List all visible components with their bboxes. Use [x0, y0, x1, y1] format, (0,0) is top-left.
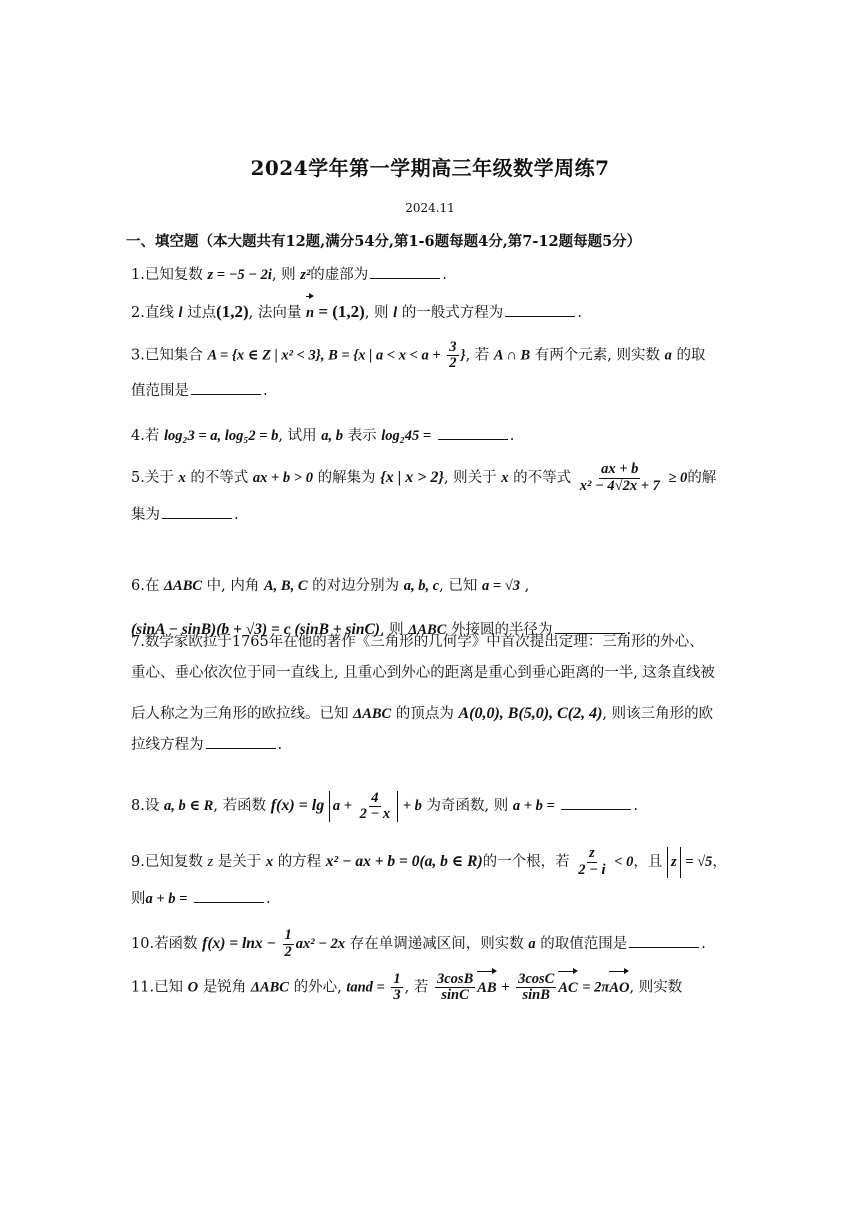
question-text: 有两个元素, 则实数	[534, 347, 660, 364]
question-text: , 试用	[278, 428, 317, 444]
question-number: 2.	[131, 305, 145, 321]
modulus-z: z	[667, 847, 681, 878]
question-10	[131, 928, 741, 960]
triangle-name: ΔABC	[353, 706, 392, 722]
question-text: 的虚部为	[310, 267, 369, 283]
solution-set: {x | x > 2}	[380, 469, 444, 486]
answer-blank[interactable]	[191, 380, 261, 395]
question-1	[131, 260, 741, 291]
triangle-name: ΔABC	[250, 979, 289, 996]
question-text: 在	[144, 578, 160, 594]
variable-x: x	[265, 854, 274, 870]
question-text: 的解集为	[317, 470, 376, 486]
period: .	[509, 428, 515, 444]
intersection-expression: A ∩ B	[493, 347, 531, 364]
vector-value: = (1,2)	[314, 302, 365, 321]
question-text: 中, 内角	[206, 578, 260, 594]
question-number: 8.	[131, 798, 145, 814]
question-text: 直线	[144, 305, 174, 321]
denominator: 3	[393, 987, 401, 1004]
question-text: 的取	[676, 347, 706, 364]
angle-names: A, B, C	[264, 578, 308, 594]
question-text: 外接圆的半径为	[451, 622, 553, 638]
numerator: 4	[371, 789, 379, 806]
point-expression: (1,2)	[216, 302, 249, 321]
triangle-name: ΔABC	[408, 622, 447, 638]
period: .	[626, 622, 632, 638]
date-line: 2024.11	[405, 201, 455, 215]
question-text: , 则该三角形的欧	[602, 706, 714, 722]
question-3	[131, 340, 741, 407]
denominator: 2 − x	[359, 806, 391, 823]
variable-a: a	[664, 347, 672, 364]
sum-expression: a + b =	[145, 891, 188, 907]
inequality: ax + b > 0	[252, 470, 313, 486]
numerator: ax + b	[601, 461, 639, 478]
question-text: 的解	[687, 470, 717, 486]
question-text: 是关于	[217, 854, 262, 870]
section-heading: 一、填空题（本大题共有12题,满分54分,第1-6题每题4分,第7-12题每题5分）	[126, 233, 642, 250]
vector-ab: AB	[477, 973, 496, 1004]
denominator: 2	[284, 943, 292, 960]
numerator: 1	[284, 927, 292, 944]
period: .	[701, 936, 706, 952]
plus-sign: +	[501, 979, 510, 996]
modulus-value: = √5	[685, 854, 713, 870]
question-text: 重心、垂心依次位于同一直线上, 且重心到外心的距离是重心到垂心距离的一半, 这条直线被	[131, 665, 715, 681]
question-number: 7.	[131, 634, 145, 650]
question-text: 的顶点为	[395, 706, 454, 722]
tan-expression: tand =	[346, 979, 385, 996]
question-text: 集为	[131, 507, 160, 523]
question-number: 10.	[131, 936, 155, 952]
question-text: , 若函数	[213, 798, 267, 814]
function-expression: f(x) = lnx −	[202, 935, 276, 952]
period: .	[277, 737, 283, 753]
question-text: , 则	[379, 622, 404, 638]
question-text: , 则关于	[443, 470, 497, 486]
line-variable: l	[393, 305, 398, 321]
period: .	[577, 305, 582, 321]
question-text: 存在单调递减区间，则实数	[349, 936, 524, 952]
period: .	[263, 382, 268, 399]
variables: a, b	[321, 428, 343, 444]
variable-z: z	[207, 854, 214, 870]
vector-ao: AO	[609, 973, 629, 1004]
question-number: 5.	[131, 470, 145, 486]
variable-x: x	[178, 470, 186, 486]
question-text: 已知	[154, 979, 184, 996]
fraction	[283, 928, 294, 959]
period: .	[234, 507, 239, 523]
function-expression: + b	[402, 798, 422, 814]
question-text: , 则	[364, 305, 389, 321]
given-value: a = √3	[482, 578, 520, 594]
question-text: 已知复数	[144, 854, 203, 870]
set-brace: }	[460, 347, 466, 364]
question-text: 的对边分别为	[312, 578, 400, 594]
question-7	[131, 627, 741, 761]
question-text: 数学家欧拉于1765年在他的著作《三角形的几何学》中首次提出定理：三角形的外心、	[144, 634, 704, 650]
side-names: a, b, c	[403, 578, 440, 594]
variable-x: x	[501, 470, 509, 486]
question-number: 1.	[131, 267, 145, 283]
question-text: , 法向量	[248, 305, 302, 321]
question-text: 已知集合	[144, 347, 203, 364]
question-text: 值范围是	[131, 382, 189, 399]
question-text: 设	[144, 798, 160, 814]
question-text: , 则实数	[629, 979, 683, 996]
page-title: 2024学年第一学期高三年级数学周练7	[250, 156, 610, 180]
period: .	[633, 798, 638, 814]
question-text: , 则	[271, 267, 296, 283]
function-expression: ax² − 2x	[295, 936, 346, 952]
variables: a, b ∈ R	[163, 798, 214, 814]
question-text: 过点	[187, 305, 217, 321]
question-text: 是锐角	[202, 979, 247, 996]
question-number: 11.	[131, 979, 155, 996]
denominator: x² − 4√2x + 7	[579, 477, 660, 494]
question-number: 3.	[131, 347, 145, 364]
sum-expression: a + b =	[512, 798, 555, 814]
question-text: ，且	[633, 854, 663, 870]
question-text: 为奇函数, 则	[426, 798, 509, 814]
question-text: 若	[144, 428, 160, 444]
numerator: 1	[393, 971, 401, 987]
question-text: 的一个根，若	[482, 854, 570, 870]
denominator: 2 − i	[578, 861, 606, 878]
answer-blank[interactable]	[194, 888, 264, 903]
numerator: z	[589, 845, 595, 862]
question-text: 的取值范围是	[540, 936, 628, 952]
line-variable: l	[178, 305, 183, 321]
question-8	[131, 790, 741, 822]
question-text: ,	[524, 578, 530, 594]
denominator: sinB	[522, 987, 550, 1004]
equation: x² − ax + b = 0(a, b ∈ R)	[325, 853, 483, 870]
question-5	[131, 462, 741, 531]
math-expression: z²	[300, 267, 311, 283]
fraction	[358, 791, 393, 822]
question-text: 若函数	[154, 936, 198, 952]
inequality-sign: ≥ 0	[668, 470, 688, 486]
question-text: 表示	[347, 428, 377, 444]
log-expression: log₂45 =	[381, 428, 432, 444]
equation: (sinA − sinB)(b + √3) = c (sinB + sinC)	[131, 621, 380, 638]
math-expression: z = −5 − 2i	[207, 267, 272, 283]
question-text: 的不等式	[513, 470, 572, 486]
answer-blank[interactable]	[370, 264, 440, 279]
denominator: 2	[449, 355, 457, 372]
period: .	[266, 891, 271, 907]
question-number: 9.	[131, 854, 145, 870]
question-number: 6.	[131, 578, 145, 594]
fraction	[576, 846, 607, 877]
period: .	[442, 267, 447, 283]
denominator: sinC	[441, 987, 469, 1004]
numerator: 3cosB	[436, 971, 474, 987]
question-text: 关于	[144, 470, 174, 486]
fraction	[447, 340, 458, 371]
question-text: 后人称之为三角形的欧拉线。已知	[131, 706, 349, 722]
log-expression: log₂3 = a, log₅2 = b	[163, 428, 279, 444]
question-text: ，	[712, 854, 727, 870]
question-text: 的外心,	[293, 979, 342, 996]
question-9	[131, 846, 741, 915]
question-4	[131, 421, 741, 452]
question-text: 已知复数	[144, 267, 203, 283]
numerator: 3	[449, 339, 457, 355]
answer-blank[interactable]	[206, 734, 276, 749]
answer-blank[interactable]	[561, 795, 631, 810]
numerator: 3cosC	[518, 971, 555, 987]
set-expression: A = {x ∈ Z | x² < 3}, B = {x | a < x < a +	[207, 347, 441, 364]
question-text: 的方程	[277, 854, 322, 870]
variable-a: a	[528, 936, 536, 952]
fraction	[516, 972, 556, 1003]
normal-vector: n	[306, 298, 314, 329]
question-text: 的一般式方程为	[401, 305, 504, 321]
question-number: 4.	[131, 428, 145, 444]
answer-blank[interactable]	[505, 302, 575, 317]
question-text: 拉线方程为	[131, 737, 204, 753]
circumcenter-o: O	[187, 979, 199, 996]
answer-blank[interactable]	[629, 933, 699, 948]
question-text: 的不等式	[190, 470, 249, 486]
answer-blank[interactable]	[162, 504, 232, 519]
fraction	[391, 972, 402, 1003]
question-text: 则	[131, 891, 146, 907]
question-2	[131, 296, 741, 329]
vertex-coordinates: A(0,0), B(5,0), C(2, 4)	[458, 705, 603, 722]
function-expression: f(x) = lg	[270, 797, 325, 814]
inequality-sign: < 0	[614, 854, 634, 870]
question-text: , 若	[465, 347, 490, 364]
question-text: , 已知	[439, 578, 478, 594]
fraction	[578, 462, 662, 493]
abs-content: a +	[332, 798, 352, 814]
question-text: , 若	[404, 979, 429, 996]
answer-blank[interactable]	[438, 425, 508, 440]
triangle-name: ΔABC	[163, 578, 203, 594]
absolute-value	[329, 791, 398, 822]
fraction	[435, 972, 475, 1003]
question-11	[131, 972, 741, 1004]
equation: = 2π	[582, 979, 610, 996]
vector-ac: AC	[558, 973, 577, 1004]
